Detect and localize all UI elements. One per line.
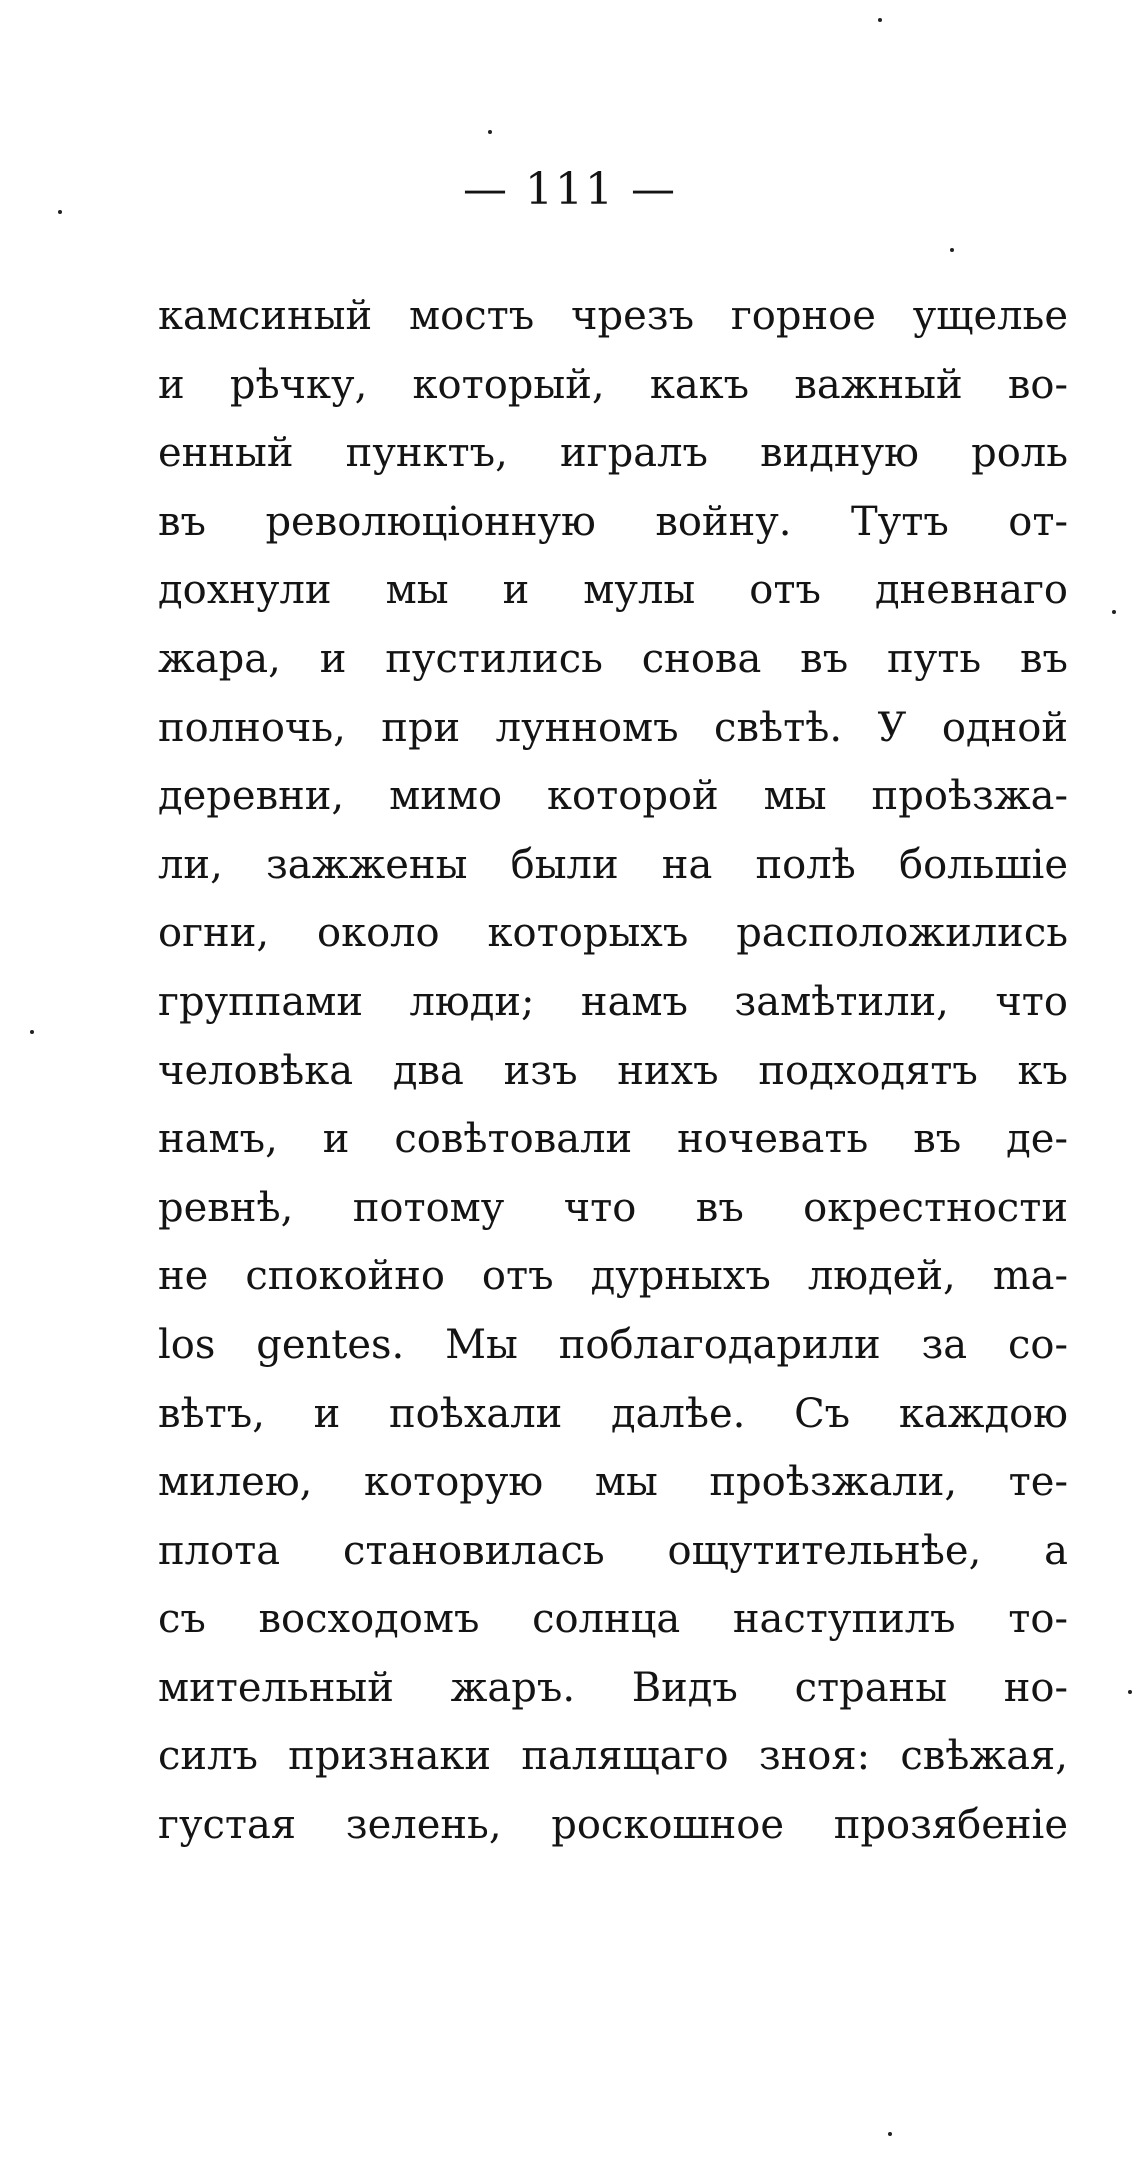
text-line: не спокойно отъ дурныхъ людей, ma-: [158, 1253, 1068, 1300]
text-line: плота становилась ощутительнѣе, а: [158, 1527, 1068, 1574]
ink-speck: [488, 130, 492, 134]
text-line: деревни, мимо которой мы проѣзжа-: [158, 773, 1068, 820]
text-line: силъ признаки палящаго зноя: свѣжая,: [158, 1733, 1068, 1780]
text-line: намъ, и совѣтовали ночевать въ де-: [158, 1116, 1068, 1163]
text-line: густая зелень, роскошное прозябеніе: [158, 1802, 1068, 1849]
text-line: и рѣчку, который, какъ важный во-: [158, 361, 1068, 408]
text-line: въ революціонную войну. Тутъ от-: [158, 498, 1068, 545]
text-line: ревнѣ, потому что въ окрестности: [158, 1184, 1068, 1231]
text-line: los gentes. Мы поблагодарили за со-: [158, 1321, 1068, 1368]
text-line: ли, зажжены были на полѣ большіе: [158, 841, 1068, 888]
ink-speck: [888, 2132, 892, 2136]
ink-speck: [878, 18, 882, 22]
text-line: енный пунктъ, игралъ видную роль: [158, 430, 1068, 477]
ink-speck: [1112, 610, 1116, 614]
text-line: камсиный мостъ чрезъ горное ущелье: [158, 293, 1068, 339]
page-number: — 111 —: [463, 164, 677, 215]
ink-speck: [950, 248, 954, 252]
text-line: огни, около которыхъ расположились: [158, 910, 1068, 957]
text-line: полночь, при лунномъ свѣтѣ. У одной: [158, 704, 1068, 751]
text-line: человѣка два изъ нихъ подходятъ къ: [158, 1047, 1068, 1094]
body-text: [158, 282, 1068, 1860]
text-line: вѣтъ, и поѣхали далѣе. Съ каждою: [158, 1390, 1068, 1437]
text-line: группами люди; намъ замѣтили, что: [158, 978, 1068, 1025]
text-line: милею, которую мы проѣзжали, те-: [158, 1459, 1068, 1506]
ink-speck: [1128, 1690, 1132, 1694]
text-line: съ восходомъ солнца наступилъ то-: [158, 1596, 1068, 1643]
text-line: мительный жаръ. Видъ страны но-: [158, 1664, 1068, 1711]
text-line: дохнули мы и мулы отъ дневнаго: [158, 567, 1068, 614]
ink-speck: [30, 1030, 34, 1034]
text-line: жара, и пустились снова въ путь въ: [158, 635, 1068, 682]
